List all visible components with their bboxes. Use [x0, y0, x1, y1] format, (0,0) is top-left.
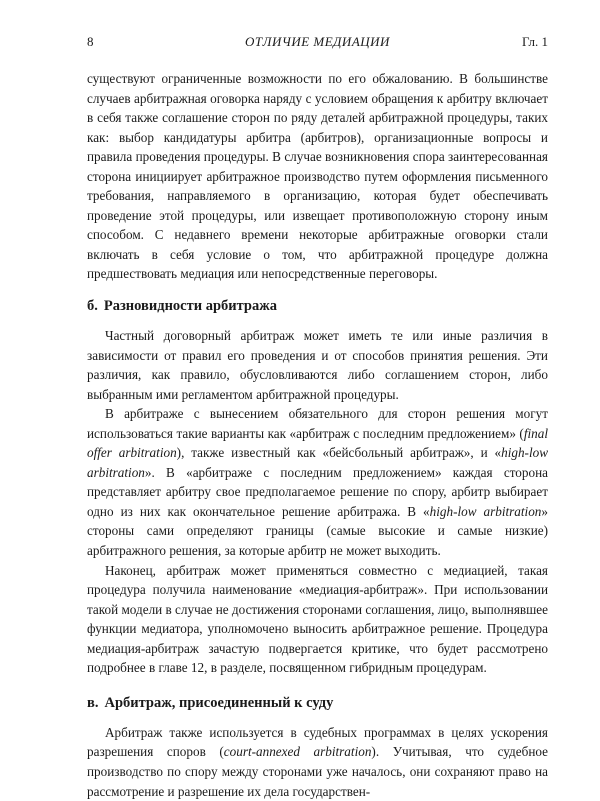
section-title: Разновидности арбитража: [103, 298, 278, 315]
italic-term: court-annexed arbitration: [223, 744, 372, 760]
italic-term: final offer arbitration: [87, 425, 548, 461]
italic-term: high-low arbitration: [87, 445, 548, 480]
text-run: Арбитраж также используется в судебных программах в целях ускорения разрешения споров (: [87, 724, 548, 760]
paragraph: [87, 404, 548, 560]
paragraph: Частный договорный арбитраж может иметь те или иные различия в зависимости от правил его проведения и от способов принятия решения. Эти различия, как правило, обусловливаются либо соглашением сторон, либо выбранным ими регламентом арбитражной процедуры.: [87, 328, 548, 402]
section-number: б.: [87, 298, 98, 315]
paragraph: Наконец, арбитраж может применяться совместно с медиацией, такая процедура получила наименование «медиация-арбитраж». При использовании такой модели в случае не достижения сторонами соглашения, лицо, выполнявшее функции медиатора, уполномочено выносить арбитражное решение. Процедура медиация-арбитраж зачастую подвергается критике, что будет рассмотрено подробнее в главе 12, в разделе, посвященном гибридным процедурам.: [87, 562, 548, 676]
section-heading: [87, 694, 548, 713]
page-body: [87, 69, 548, 801]
section-number: в.: [87, 694, 99, 711]
text-run: » стороны сами определяют границы (самые высокие и самые низкие) арбитражного решения, за которые арбитр не может выходить.: [87, 503, 548, 559]
italic-term: high-low arbitration: [429, 503, 542, 519]
paragraph: существуют ограниченные возможности по его обжалованию. В большинстве случаев арбитражная оговорка наряду с условием обращения к арбитру включает в себя также соглашение сторон по ряду деталей арбитражной процедуры, таких как: выбор кандидатуры арбитра (арбитров), организационные вопросы и правила проведения процедуры. В случае возникновения спора заинтересованная сторона инициирует арбитражное производство путем оформления письменного требования, направляемого в организацию, которая будет обеспечивать проведение этой процедуры, или извещает противоположную сторону иным способом. С недавнего времени некоторые арбитражные оговорки стали включать в себя условие о том, что арбитражной процедуре должна предшествовать медиация или непосредственные переговоры.: [87, 71, 548, 282]
text-run: ». В «арбитраже с последним предложением» каждая сторона представляет арбитру свое предполагаемое решение по спору, арбитр выбирает одно из них как окончательное решение арбитража. В «: [87, 464, 548, 519]
text-run: ), также известный как «бейсбольный арбитраж», и «: [176, 445, 502, 461]
text-run: В арбитраже с вынесением обязательного для сторон решения могут использоваться такие варианты как «арбитраж с последним предложением» (: [87, 406, 548, 441]
paragraph: [87, 723, 548, 801]
section-heading: [87, 297, 548, 316]
running-title: ОТЛИЧИЕ МЕДИАЦИИ: [245, 34, 390, 49]
chapter-label: Гл. 1: [521, 34, 548, 49]
text-run: ). Учитывая, что судебное производство по спору между сторонами уже началось, они сохраняют право на рассмотрение и разрешение их дела государствен-: [87, 744, 548, 799]
page-number: 8: [87, 34, 94, 49]
page-header: [87, 34, 548, 54]
section-title: Арбитраж, присоединенный к суду: [104, 694, 334, 711]
